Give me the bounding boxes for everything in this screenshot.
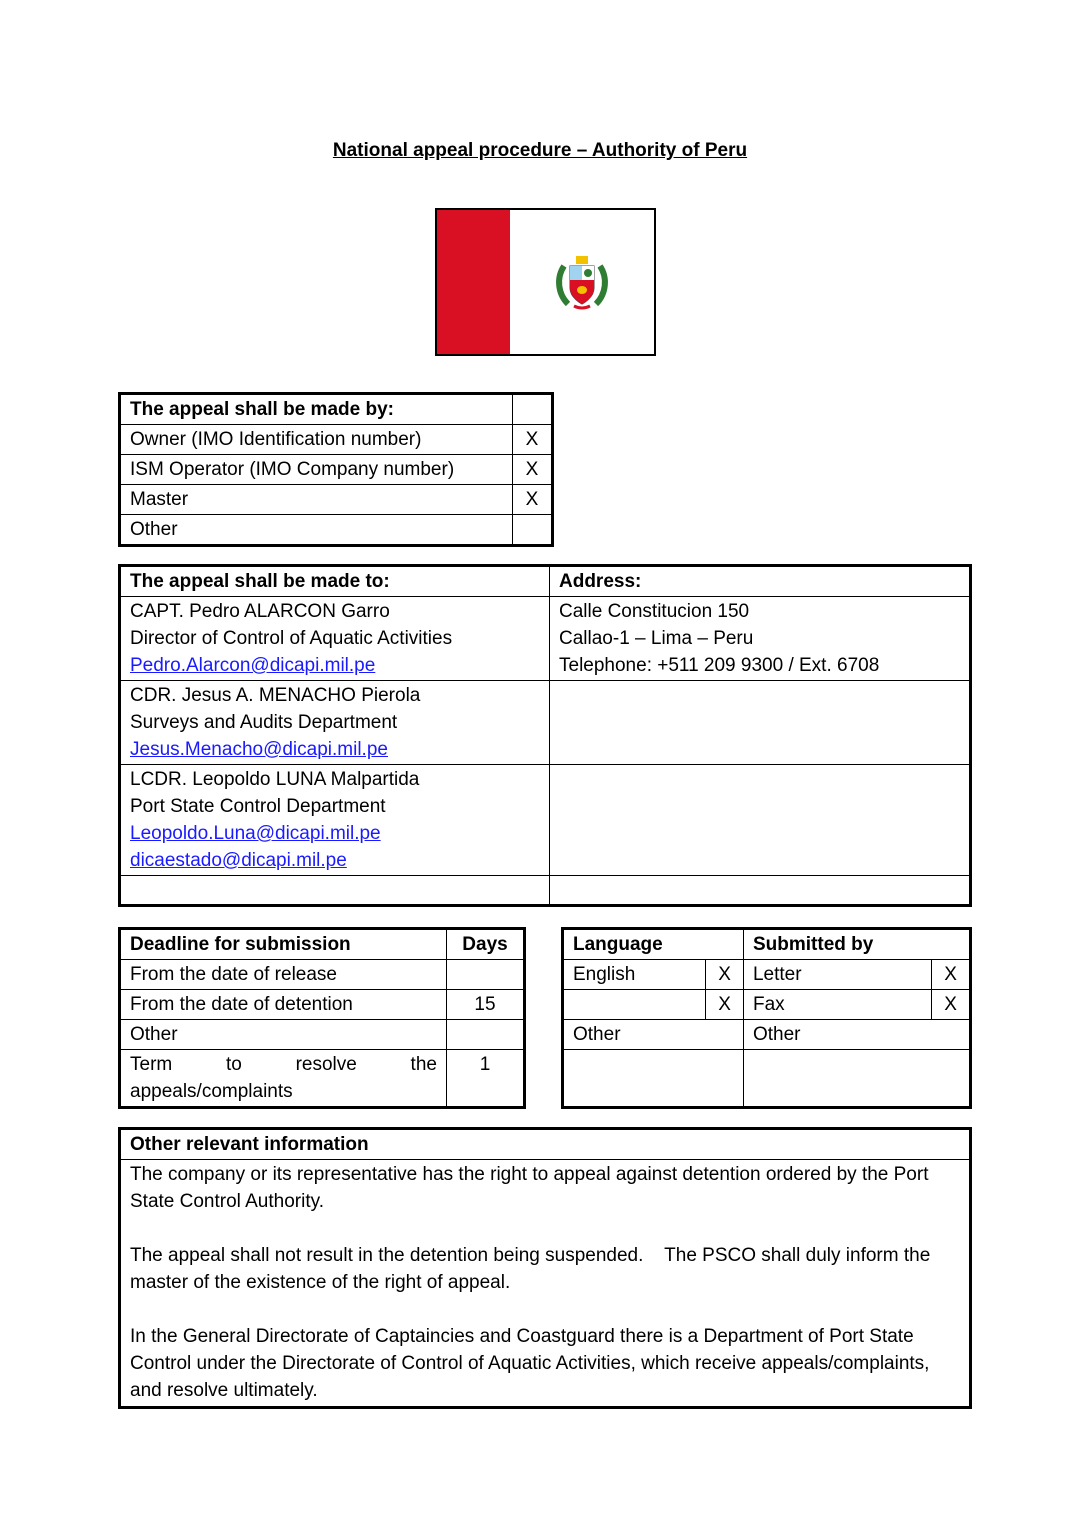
language-header: Language xyxy=(563,929,744,960)
contact-email-link[interactable]: Leopoldo.Luna@dicapi.mil.pe xyxy=(130,823,381,844)
submitted-label: Letter xyxy=(743,960,931,990)
empty-cell xyxy=(563,1050,744,1108)
deadline-header: Deadline for submission xyxy=(120,929,447,960)
contact-row xyxy=(120,681,971,765)
submitted-mark: X xyxy=(932,960,971,990)
contact-dept: Director of Control of Aquatic Activities xyxy=(130,628,453,649)
made-to-header: The appeal shall be made to: xyxy=(120,566,550,597)
deadline-label: Other xyxy=(120,1020,447,1050)
empty-address-cell xyxy=(550,681,971,765)
submitted-label: Fax xyxy=(743,990,931,1020)
made-by-mark: X xyxy=(513,455,553,485)
language-mark: X xyxy=(706,960,744,990)
deadline-table xyxy=(118,927,526,1109)
made-by-row xyxy=(120,425,553,455)
flag-white-band xyxy=(510,210,654,354)
contact-row xyxy=(120,765,971,876)
made-by-mark: X xyxy=(513,485,553,515)
made-by-row xyxy=(120,455,553,485)
contact-row xyxy=(120,597,971,681)
other-info-table xyxy=(118,1127,972,1409)
made-by-mark: X xyxy=(513,425,553,455)
days-header: Days xyxy=(447,929,525,960)
term-word: Term xyxy=(130,1054,173,1075)
language-submitted-row xyxy=(563,990,971,1020)
language-submitted-table xyxy=(561,927,972,1109)
made-by-table xyxy=(118,392,554,547)
other-info-paragraph: In the General Directorate of Captaincies and Coastguard there is a Department of Port State Control under the Directorate of Control of Aquatic Activities, which receive appeals/complaints, and resolve ultimately. xyxy=(130,1326,930,1401)
empty-cell xyxy=(120,876,550,906)
empty-cell xyxy=(550,876,971,906)
deadline-label: From the date of detention xyxy=(120,990,447,1020)
address-city: Callao-1 – Lima – Peru xyxy=(559,628,754,649)
term-word: to xyxy=(225,1054,242,1075)
empty-address-cell xyxy=(550,765,971,876)
made-by-header-mark xyxy=(513,394,553,425)
other-info-paragraph: The appeal shall not result in the detention being suspended. The PSCO shall duly inform the master of the existence of the right of appeal. xyxy=(130,1245,931,1293)
peru-flag xyxy=(435,208,656,356)
deadline-days xyxy=(447,1020,525,1050)
language-label xyxy=(563,990,706,1020)
language-label: English xyxy=(563,960,706,990)
other-info-header: Other relevant information xyxy=(120,1129,971,1160)
made-by-row xyxy=(120,515,553,546)
contact-dept: Surveys and Audits Department xyxy=(130,712,398,733)
deadline-row xyxy=(120,960,525,990)
empty-cell xyxy=(743,1050,970,1108)
term-line-2: appeals/complaints xyxy=(130,1081,293,1102)
made-by-label: Master xyxy=(120,485,513,515)
empty-row xyxy=(120,876,971,906)
address-street: Calle Constitucion 150 xyxy=(559,601,750,622)
address-header: Address: xyxy=(550,566,971,597)
term-word: resolve xyxy=(295,1054,357,1075)
address-telephone: Telephone: +511 209 9300 / Ext. 6708 xyxy=(559,655,880,676)
contact-email-link-2[interactable]: dicaestado@dicapi.mil.pe xyxy=(130,850,347,871)
deadline-row xyxy=(120,1020,525,1050)
contact-name: CDR. Jesus A. MENACHO Pierola xyxy=(130,685,421,706)
language-mark: X xyxy=(706,990,744,1020)
made-by-row xyxy=(120,485,553,515)
language-submitted-other-row xyxy=(563,1020,971,1050)
deadline-days xyxy=(447,960,525,990)
submitted-mark: X xyxy=(932,990,971,1020)
coat-of-arms-icon xyxy=(550,250,614,314)
flag-red-band xyxy=(437,210,510,354)
deadline-row xyxy=(120,990,525,1020)
made-by-label: Owner (IMO Identification number) xyxy=(120,425,513,455)
made-to-table xyxy=(118,564,972,907)
empty-row xyxy=(563,1050,971,1108)
contact-email-link[interactable]: Jesus.Menacho@dicapi.mil.pe xyxy=(130,739,388,760)
made-by-label: ISM Operator (IMO Company number) xyxy=(120,455,513,485)
term-line-1 xyxy=(130,1051,437,1078)
contact-dept: Port State Control Department xyxy=(130,796,386,817)
language-submitted-row xyxy=(563,960,971,990)
made-by-label: Other xyxy=(120,515,513,546)
deadline-days: 15 xyxy=(447,990,525,1020)
deadline-term-row xyxy=(120,1050,525,1108)
language-other: Other xyxy=(563,1020,744,1050)
term-word: the xyxy=(410,1054,437,1075)
contact-name: CAPT. Pedro ALARCON Garro xyxy=(130,601,390,622)
page-title: National appeal procedure – Authority of Peru xyxy=(332,140,748,161)
contact-email-link[interactable]: Pedro.Alarcon@dicapi.mil.pe xyxy=(130,655,376,676)
term-days: 1 xyxy=(447,1050,525,1108)
contact-name: LCDR. Leopoldo LUNA Malpartida xyxy=(130,769,420,790)
made-by-mark xyxy=(513,515,553,546)
submitted-other: Other xyxy=(743,1020,970,1050)
deadline-label: From the date of release xyxy=(120,960,447,990)
other-info-paragraph: The company or its representative has the right to appeal against detention ordered by the Port State Control Authority. xyxy=(130,1164,929,1212)
submitted-header: Submitted by xyxy=(743,929,970,960)
made-by-header: The appeal shall be made by: xyxy=(120,394,513,425)
